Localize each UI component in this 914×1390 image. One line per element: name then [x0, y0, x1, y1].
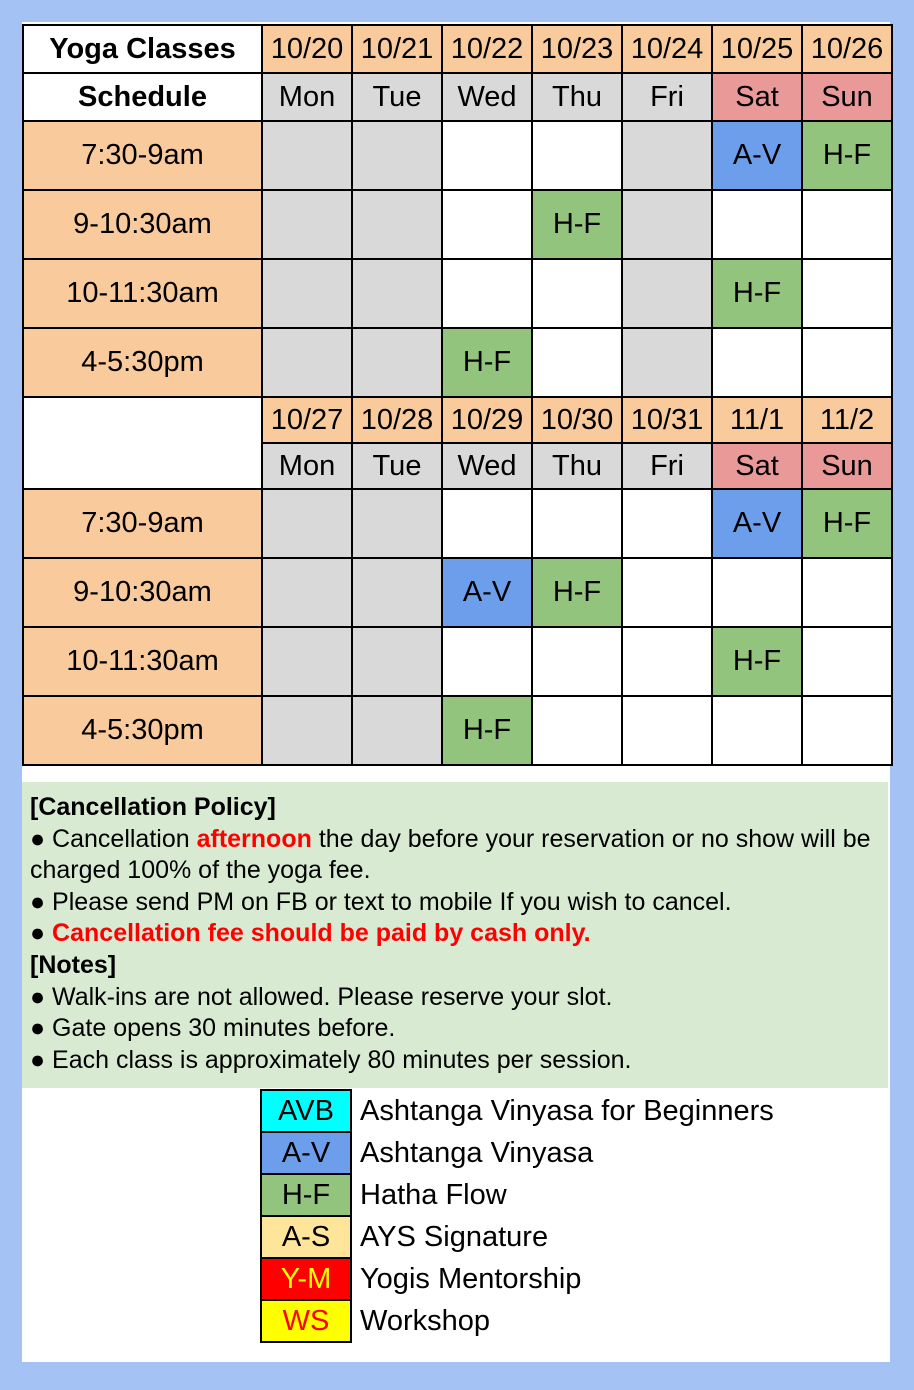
- date-header: 10/25: [712, 25, 802, 73]
- date-header: 10/30: [532, 397, 622, 443]
- class-slot: H-F: [442, 328, 532, 397]
- empty-slot: [352, 121, 442, 190]
- date-header: 10/23: [532, 25, 622, 73]
- weekday-header: Sat: [712, 73, 802, 121]
- legend-description: Ashtanga Vinyasa: [360, 1136, 594, 1169]
- empty-slot: [442, 259, 532, 328]
- empty-slot: [352, 627, 442, 696]
- empty-slot: [802, 328, 892, 397]
- empty-slot: [532, 328, 622, 397]
- weekday-header: Sun: [802, 73, 892, 121]
- empty-slot: [352, 489, 442, 558]
- legend-description: Workshop: [360, 1304, 491, 1337]
- time-slot-label: 9-10:30am: [23, 190, 262, 259]
- date-header: 11/2: [802, 397, 892, 443]
- empty-slot: [802, 558, 892, 627]
- bullet-icon: ●: [30, 824, 46, 853]
- empty-slot: [442, 489, 532, 558]
- empty-slot: [262, 696, 352, 765]
- policy-item-1: ● Cancellation afternoon the day before your reservation or no show will be charged 100% of the yoga fee.: [30, 824, 871, 885]
- time-slot-label: 10-11:30am: [23, 259, 262, 328]
- empty-slot: [262, 558, 352, 627]
- empty-slot: [532, 627, 622, 696]
- time-slot-row: [23, 627, 892, 696]
- empty-slot: [352, 558, 442, 627]
- date-header: 10/20: [262, 25, 352, 73]
- notes-item-3: ● Each class is approximately 80 minutes per session.: [30, 1045, 632, 1074]
- time-slot-row: [23, 696, 892, 765]
- class-slot: H-F: [532, 190, 622, 259]
- empty-slot: [532, 259, 622, 328]
- empty-slot: [802, 627, 892, 696]
- empty-slot: [622, 696, 712, 765]
- cancellation-policy-heading: [Cancellation Policy]: [30, 793, 276, 821]
- policy-item-2: ● Please send PM on FB or text to mobile If you wish to cancel.: [30, 887, 732, 916]
- empty-slot: [712, 696, 802, 765]
- bullet-icon: ●: [30, 1045, 46, 1074]
- empty-slot: [352, 696, 442, 765]
- time-slot-label: 10-11:30am: [23, 627, 262, 696]
- legend-code-swatch: WS: [261, 1300, 351, 1342]
- date-header: 10/31: [622, 397, 712, 443]
- blank-header-cell: [23, 397, 262, 489]
- empty-slot: [712, 328, 802, 397]
- bullet-icon: ●: [30, 1014, 46, 1043]
- time-slot-label: 4-5:30pm: [23, 328, 262, 397]
- empty-slot: [532, 121, 622, 190]
- time-slot-row: [23, 190, 892, 259]
- notes-heading: [Notes]: [30, 950, 117, 979]
- legend-code-swatch: AVB: [261, 1090, 351, 1132]
- empty-slot: [622, 328, 712, 397]
- notes-item-1: ● Walk-ins are not allowed. Please reserve your slot.: [30, 982, 613, 1011]
- policy-item-3: [30, 918, 880, 950]
- weekday-header: Fri: [622, 73, 712, 121]
- legend-row: [261, 1090, 775, 1132]
- empty-slot: [712, 190, 802, 259]
- time-slot-row: [23, 259, 892, 328]
- class-slot: A-V: [442, 558, 532, 627]
- empty-slot: [622, 627, 712, 696]
- legend-code-swatch: Y-M: [261, 1258, 351, 1300]
- empty-slot: [802, 190, 892, 259]
- schedule-title-line1: Yoga Classes: [23, 25, 262, 73]
- time-slot-label: 9-10:30am: [23, 558, 262, 627]
- empty-slot: [802, 259, 892, 328]
- legend-row: [261, 1132, 775, 1174]
- weekday-header: Mon: [262, 73, 352, 121]
- empty-slot: [352, 190, 442, 259]
- legend-description: Hatha Flow: [360, 1178, 507, 1211]
- date-header: 10/22: [442, 25, 532, 73]
- class-slot: A-V: [712, 489, 802, 558]
- class-slot: H-F: [712, 627, 802, 696]
- empty-slot: [262, 489, 352, 558]
- empty-slot: [712, 558, 802, 627]
- date-header: 10/24: [622, 25, 712, 73]
- date-header: 10/28: [352, 397, 442, 443]
- legend-row: [261, 1216, 775, 1258]
- class-slot: H-F: [802, 121, 892, 190]
- empty-slot: [352, 259, 442, 328]
- weekday-header: Sat: [712, 443, 802, 489]
- empty-slot: [622, 489, 712, 558]
- time-slot-label: 7:30-9am: [23, 489, 262, 558]
- weekday-header: Wed: [442, 443, 532, 489]
- bullet-icon: ●: [30, 887, 46, 916]
- empty-slot: [262, 190, 352, 259]
- empty-slot: [262, 121, 352, 190]
- weekday-header: Mon: [262, 443, 352, 489]
- policy-notes-box: [22, 782, 888, 1088]
- schedule-title-line2: Schedule: [23, 73, 262, 121]
- legend-code-swatch: A-V: [261, 1132, 351, 1174]
- weekday-header: Tue: [352, 73, 442, 121]
- bullet-icon: ●: [30, 982, 46, 1011]
- empty-slot: [532, 489, 622, 558]
- time-slot-row: [23, 489, 892, 558]
- legend-row: [261, 1174, 775, 1216]
- legend-description: Yogis Mentorship: [360, 1262, 582, 1295]
- class-slot: H-F: [802, 489, 892, 558]
- empty-slot: [442, 627, 532, 696]
- class-slot: A-V: [712, 121, 802, 190]
- date-header: 10/21: [352, 25, 442, 73]
- time-slot-row: [23, 328, 892, 397]
- schedule-table: [22, 24, 893, 766]
- time-slot-label: 4-5:30pm: [23, 696, 262, 765]
- legend-row: [261, 1258, 775, 1300]
- empty-slot: [622, 190, 712, 259]
- weekday-header: Fri: [622, 443, 712, 489]
- date-header: 11/1: [712, 397, 802, 443]
- legend-code-swatch: H-F: [261, 1174, 351, 1216]
- legend-description: Ashtanga Vinyasa for Beginners: [360, 1094, 774, 1127]
- time-slot-label: 7:30-9am: [23, 121, 262, 190]
- bullet-icon: ●: [30, 919, 46, 948]
- empty-slot: [532, 696, 622, 765]
- legend-code-swatch: A-S: [261, 1216, 351, 1258]
- empty-slot: [622, 259, 712, 328]
- cash-only-emphasis: Cancellation fee should be paid by cash only.: [45, 919, 591, 948]
- class-slot: H-F: [532, 558, 622, 627]
- time-slot-row: [23, 558, 892, 627]
- class-legend: [260, 1089, 776, 1343]
- empty-slot: [802, 696, 892, 765]
- empty-slot: [442, 190, 532, 259]
- empty-slot: [442, 121, 532, 190]
- empty-slot: [262, 259, 352, 328]
- empty-slot: [622, 121, 712, 190]
- date-header: 10/27: [262, 397, 352, 443]
- weekday-header: Thu: [532, 73, 622, 121]
- empty-slot: [262, 328, 352, 397]
- legend-description: AYS Signature: [360, 1220, 549, 1253]
- empty-slot: [262, 627, 352, 696]
- afternoon-emphasis: afternoon: [196, 824, 312, 853]
- legend-row: [261, 1300, 775, 1342]
- weekday-header: Wed: [442, 73, 532, 121]
- weekday-header: Sun: [802, 443, 892, 489]
- weekday-header: Thu: [532, 443, 622, 489]
- time-slot-row: [23, 121, 892, 190]
- date-header: 10/29: [442, 397, 532, 443]
- empty-slot: [352, 328, 442, 397]
- class-slot: H-F: [712, 259, 802, 328]
- date-header: 10/26: [802, 25, 892, 73]
- class-slot: H-F: [442, 696, 532, 765]
- empty-slot: [622, 558, 712, 627]
- notes-item-2: ● Gate opens 30 minutes before.: [30, 1014, 396, 1043]
- weekday-header: Tue: [352, 443, 442, 489]
